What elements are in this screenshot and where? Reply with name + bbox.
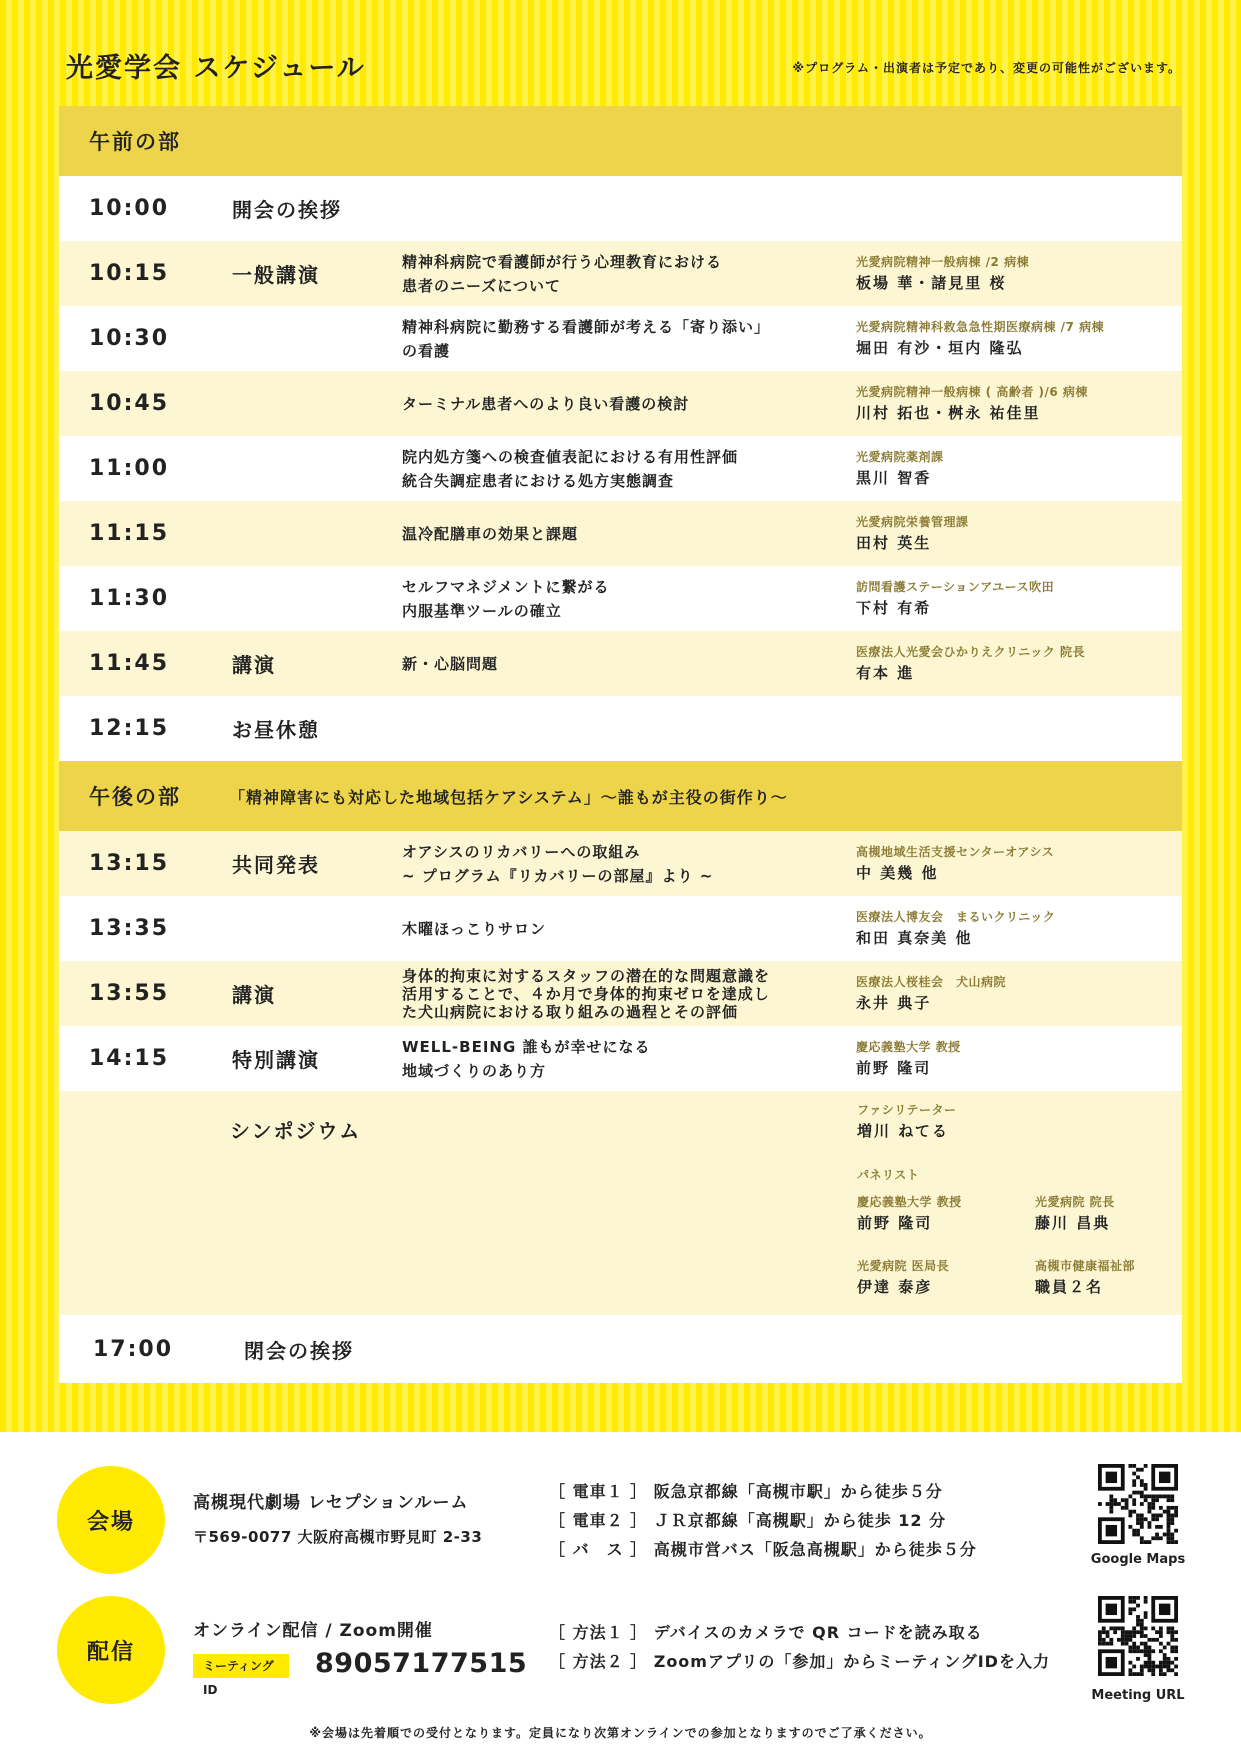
row-type: 講演 — [232, 653, 276, 677]
row-speaker — [856, 973, 1182, 1015]
venue-badge: 会場 — [57, 1466, 165, 1574]
row-type: 一般講演 — [232, 263, 320, 287]
speaker-affiliation: 医療法人博友会 まるいクリニック — [856, 909, 1056, 924]
row-time: 11:00 — [89, 456, 170, 481]
panelist-affiliation: 光愛病院 院長 — [1035, 1195, 1115, 1209]
row-time: 13:55 — [89, 981, 170, 1006]
speaker-affiliation: 光愛病院精神一般病棟 ( 高齢者 )/6 病棟 — [856, 384, 1088, 399]
google-maps-qr-icon[interactable] — [1098, 1464, 1178, 1544]
row-title-line: 新・心脳問題 — [402, 654, 499, 673]
panelist-affiliation: 光愛病院 医局長 — [857, 1259, 950, 1273]
panelist-label-block — [857, 1166, 919, 1184]
schedule-row — [59, 501, 1182, 566]
speaker-affiliation: 慶応義塾大学 教授 — [856, 1039, 961, 1054]
morning-label: 午前の部 — [89, 130, 181, 154]
footer-note: ※会場は先着順での受付となります。定員になり次第オンラインでの参加となりますのでご了承ください。 — [309, 1726, 932, 1740]
meeting-id: 89057177515 — [315, 1648, 528, 1679]
speaker-affiliation: 医療法人光愛会ひかりえクリニック 院長 — [856, 644, 1085, 659]
symposium-row — [59, 1091, 1182, 1315]
row-title — [402, 315, 856, 363]
row-title — [402, 522, 856, 546]
row-speaker — [856, 578, 1182, 620]
morning-rows — [59, 176, 1182, 761]
speaker-affiliation: 光愛病院精神一般病棟 /2 病棟 — [856, 254, 1030, 269]
change-notice: ※プログラム・出演者は予定であり、変更の可能性がございます。 — [792, 61, 1181, 75]
access-item: ［ 電車１ ］ 阪急京都線「高槻市駅」から徒歩５分 — [549, 1482, 943, 1501]
method-item: ［ 方法２ ］ Zoomアプリの「参加」からミーティングIDを入力 — [549, 1652, 1050, 1671]
access-info — [0, 1432, 1241, 1754]
row-time: 10:30 — [89, 326, 170, 351]
meeting-url-qr-icon[interactable] — [1098, 1596, 1178, 1676]
row-time: 12:15 — [89, 716, 170, 741]
row-title-line: オアシスのリカバリーへの取組み — [402, 842, 641, 861]
row-title-line: 内服基準ツールの確立 — [402, 601, 562, 620]
morning-section-header — [59, 106, 1182, 176]
schedule-row — [59, 1026, 1182, 1091]
row-title-line: の看護 — [402, 341, 451, 360]
schedule-row — [59, 176, 1182, 241]
speaker-affiliation: 光愛病院薬剤課 — [856, 449, 944, 464]
speaker-affiliation: 光愛病院精神科救急急性期医療病棟 /7 病棟 — [856, 319, 1105, 334]
schedule-row — [59, 896, 1182, 961]
schedule-row — [59, 961, 1182, 1026]
speaker-names: 前野 隆司 — [856, 1058, 932, 1077]
afternoon-rows — [59, 831, 1182, 1091]
row-title — [402, 575, 856, 623]
speaker-names: 川村 拓也・桝永 祐佳里 — [856, 403, 1041, 422]
row-title-line: ~ プログラム『リカバリーの部屋』より ~ — [402, 866, 714, 885]
meeting-id-badge: ミーティングID — [193, 1654, 289, 1678]
row-title-line: ターミナル患者へのより良い看護の検討 — [402, 394, 690, 413]
row-title — [402, 392, 856, 416]
schedule-row — [59, 566, 1182, 631]
speaker-affiliation: 光愛病院栄養管理課 — [856, 514, 969, 529]
page-title: 光愛学会 スケジュール — [66, 53, 366, 84]
closing-row — [59, 1315, 1182, 1383]
panelist — [857, 1193, 962, 1235]
row-title-line: 精神科病院に勤務する看護師が考える「寄り添い」 — [402, 317, 771, 336]
row-title-line: 地域づくりのあり方 — [402, 1061, 547, 1080]
row-speaker — [856, 843, 1182, 885]
panelist-name: 藤川 昌典 — [1035, 1214, 1111, 1232]
row-time: 11:30 — [89, 586, 170, 611]
schedule-row — [59, 306, 1182, 371]
access-item: ［ 電車２ ］ ＪＲ京都線「高槻駅」から徒歩 12 分 — [549, 1511, 947, 1530]
speaker-names: 下村 有希 — [856, 598, 932, 617]
speaker-names: 永井 典子 — [856, 993, 932, 1012]
facilitator-name: 増川 ねてる — [857, 1122, 949, 1140]
row-type: 共同発表 — [232, 853, 320, 877]
row-speaker — [856, 513, 1182, 555]
row-time: 11:15 — [89, 521, 170, 546]
afternoon-theme: 「精神障害にも対応した地域包括ケアシステム」〜誰もが主役の街作り〜 — [229, 787, 788, 807]
row-title — [402, 445, 856, 493]
row-type: 講演 — [232, 983, 276, 1007]
row-title — [402, 250, 856, 298]
row-title-line: 身体的拘束に対するスタッフの潜在的な問題意識を — [402, 966, 771, 985]
panelist-label: パネリスト — [857, 1168, 920, 1182]
row-speaker — [856, 643, 1182, 685]
row-time: 13:15 — [89, 851, 170, 876]
speaker-names: 板場 華・諸見里 桜 — [856, 273, 1007, 292]
row-title-line: WELL-BEING 誰もが幸せになる — [402, 1037, 651, 1056]
online-name: オンライン配信 / Zoom開催 — [193, 1621, 433, 1641]
online-badge: 配信 — [57, 1596, 165, 1704]
venue-address: 〒569-0077 大阪府高槻市野見町 2-33 — [193, 1528, 483, 1546]
row-title-line: セルフマネジメントに繋がる — [402, 577, 610, 596]
closing-type: 閉会の挨拶 — [244, 1338, 354, 1363]
schedule-row — [59, 696, 1182, 761]
row-speaker — [856, 383, 1182, 425]
row-title-line: 患者のニーズについて — [402, 276, 561, 295]
speaker-names: 田村 英生 — [856, 533, 932, 552]
schedule-row — [59, 436, 1182, 501]
schedule-row — [59, 831, 1182, 896]
speaker-names: 堀田 有沙・垣内 隆弘 — [856, 338, 1024, 357]
row-type: 特別講演 — [232, 1048, 320, 1072]
row-title-line: た犬山病院における取り組みの過程とその評価 — [402, 1002, 739, 1021]
google-maps-qr-label: Google Maps — [1090, 1552, 1186, 1567]
facilitator-label: ファシリテーター — [857, 1103, 957, 1117]
row-title — [402, 1035, 856, 1083]
row-title — [402, 840, 856, 888]
row-title-line: 活用することで、４か月で身体的拘束ゼロを達成し — [402, 984, 770, 1003]
schedule-row — [59, 631, 1182, 696]
afternoon-section-header — [59, 761, 1182, 831]
row-time: 11:45 — [89, 651, 170, 676]
row-time: 10:45 — [89, 391, 170, 416]
row-time: 14:15 — [89, 1046, 170, 1071]
panelist-name: 前野 隆司 — [857, 1214, 933, 1232]
method-item: ［ 方法１ ］ デバイスのカメラで QR コードを読み取る — [549, 1623, 983, 1642]
speaker-names: 和田 真奈美 他 — [856, 928, 973, 947]
venue-access-list — [549, 1477, 977, 1564]
row-speaker — [856, 448, 1182, 490]
facilitator-block — [857, 1101, 957, 1143]
speaker-affiliation: 訪問看護ステーションアユース吹田 — [856, 579, 1055, 594]
speaker-affiliation: 医療法人桜桂会 犬山病院 — [856, 974, 1007, 989]
meeting-url-qr-label: Meeting URL — [1091, 1688, 1185, 1703]
row-type: 開会の挨拶 — [232, 198, 342, 222]
schedule-row — [59, 241, 1182, 306]
row-type: お昼休憩 — [232, 718, 320, 742]
schedule-table — [59, 106, 1182, 1383]
access-item: ［ バ ス ］ 高槻市営バス「阪急高槻駅」から徒歩５分 — [549, 1540, 977, 1559]
row-title — [402, 652, 856, 676]
panelist-name: 職員２名 — [1035, 1278, 1104, 1296]
speaker-names: 有本 進 — [856, 663, 915, 682]
row-speaker — [856, 318, 1182, 360]
venue-name: 高槻現代劇場 レセプションルーム — [193, 1493, 469, 1513]
row-title-line: 統合失調症患者における処方実態調査 — [402, 471, 675, 490]
row-speaker — [856, 908, 1182, 950]
closing-time: 17:00 — [93, 1336, 174, 1362]
row-title-line: 精神科病院で看護師が行う心理教育における — [402, 252, 723, 271]
schedule-row — [59, 371, 1182, 436]
panelist — [1035, 1193, 1115, 1235]
row-time: 10:00 — [89, 196, 170, 221]
row-title-line: 木曜ほっこりサロン — [402, 919, 547, 938]
panelist-affiliation: 慶応義塾大学 教授 — [857, 1195, 962, 1209]
row-title-line: 温冷配膳車の効果と課題 — [402, 524, 579, 543]
row-speaker — [856, 253, 1182, 295]
row-speaker — [856, 1038, 1182, 1080]
row-time: 10:15 — [89, 261, 170, 286]
row-title — [402, 917, 856, 941]
row-time: 13:35 — [89, 916, 170, 941]
panelist-name: 伊達 泰彦 — [857, 1278, 933, 1296]
speaker-names: 黒川 智香 — [856, 468, 932, 487]
row-title — [402, 967, 856, 1021]
speaker-affiliation: 高槻地域生活支援センターオアシス — [856, 844, 1055, 859]
row-title-line: 院内処方箋への検査値表記における有用性評価 — [402, 447, 739, 466]
panelist-affiliation: 高槻市健康福祉部 — [1035, 1259, 1136, 1273]
speaker-names: 中 美幾 他 — [856, 863, 939, 882]
afternoon-label: 午後の部 — [89, 785, 181, 809]
online-methods-list — [549, 1618, 1050, 1676]
symposium-type: シンポジウム — [230, 1119, 362, 1143]
panelist — [857, 1257, 949, 1299]
panelist — [1035, 1257, 1135, 1299]
